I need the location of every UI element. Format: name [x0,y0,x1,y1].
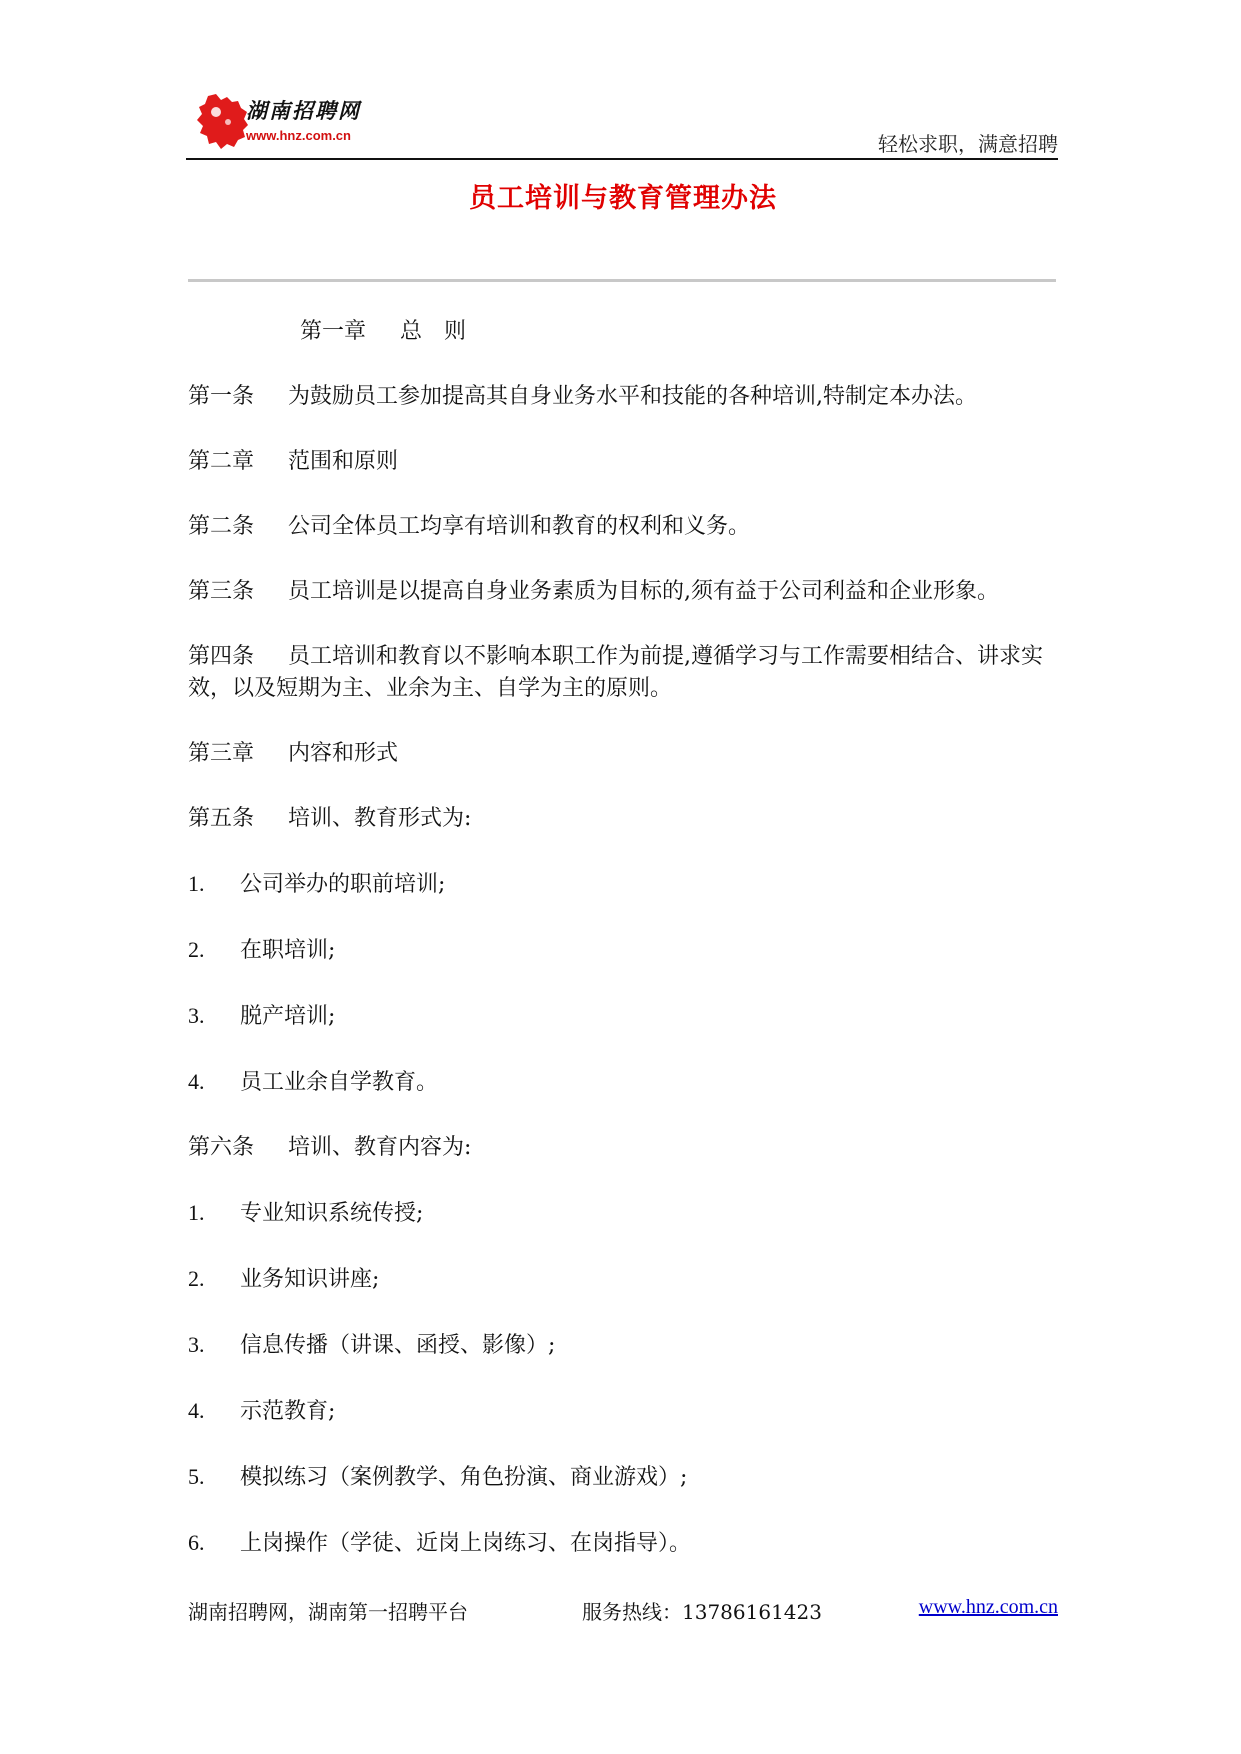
list-number: 5. [188,1464,205,1489]
article [188,381,1068,413]
list-item [188,1263,1068,1296]
list-item [188,1000,1068,1033]
list-text: 业务知识讲座; [240,1267,380,1292]
list-text: 专业知识系统传授; [240,1201,424,1226]
article-label: 第五条 [188,806,255,831]
list-item [188,868,1068,901]
list-text: 员工业余自学教育。 [240,1070,439,1095]
page-header [188,82,1058,160]
document-title: 员工培训与教育管理办法 [469,183,777,214]
article-text: 员工培训是以提高自身业务素质为目标的,须有益于公司利益和企业形象。 [288,579,999,604]
article-label: 第四条 [188,644,255,669]
list-item [188,1461,1068,1494]
list-item [188,1329,1068,1362]
article [188,576,1058,608]
article-text: 培训、教育内容为: [288,1135,472,1160]
list-text: 在职培训; [240,938,336,963]
chapter-heading [188,446,1068,478]
header-divider [186,158,1058,160]
article-text: 员工培训和教育以不影响本职工作为前提,遵循学习与工作需要相结合、讲求实效，以及短期为主、业余为主、自学为主的原则。 [188,644,1043,701]
logo-url: www.hnz.com.cn [246,128,351,143]
chapter-title: 内容和形式 [288,741,399,766]
chapter-heading [188,738,1068,770]
header-slogan: 轻松求职，满意招聘 [878,132,1058,156]
list-text: 公司举办的职前培训; [240,872,446,897]
article [188,1132,1068,1164]
list-number: 4. [188,1069,205,1094]
list-text: 示范教育; [240,1399,336,1424]
article [188,803,1068,835]
chapter-title: 范围和原则 [288,449,399,474]
footer-hotline: 服务热线：13786161423 [582,1600,822,1624]
article-label: 第三条 [188,579,255,604]
page-footer [188,1596,1058,1630]
site-logo[interactable] [194,92,394,156]
list-text: 脱产培训; [240,1004,336,1029]
hunan-map-icon [194,92,250,150]
list-number: 6. [188,1530,205,1555]
article-label: 第二条 [188,514,255,539]
article [188,511,1068,543]
list-number: 3. [188,1332,205,1357]
footer-tagline: 湖南招聘网，湖南第一招聘平台 [188,1600,468,1624]
list-text: 模拟练习（案例教学、角色扮演、商业游戏）; [240,1465,688,1490]
article-text: 培训、教育形式为: [288,806,472,831]
title-divider [188,279,1056,282]
chapter-label: 第一章 [300,319,367,344]
footer-website-link[interactable]: www.hnz.com.cn [918,1596,1058,1618]
chapter-heading [188,316,1068,348]
article [188,641,1058,705]
list-number: 1. [188,1200,205,1225]
list-number: 2. [188,1266,205,1291]
article-label: 第一条 [188,384,255,409]
list-item [188,1395,1068,1428]
list-number: 2. [188,937,205,962]
list-item [188,934,1068,967]
list-text: 信息传播（讲课、函授、影像）; [240,1333,556,1358]
list-item [188,1066,1068,1099]
chapter-label: 第二章 [188,449,255,474]
list-number: 4. [188,1398,205,1423]
list-number: 1. [188,871,205,896]
chapter-label: 第三章 [188,741,255,766]
list-text: 上岗操作（学徒、近岗上岗练习、在岗指导）。 [240,1531,692,1556]
chapter-title: 总 则 [400,319,467,344]
article-label: 第六条 [188,1135,255,1160]
list-item [188,1527,1068,1560]
list-item [188,1197,1068,1230]
document-body [188,316,1068,1593]
article-text: 为鼓励员工参加提高其自身业务水平和技能的各种培训,特制定本办法。 [288,384,977,409]
article-text: 公司全体员工均享有培训和教育的权利和义务。 [288,514,751,539]
logo-name: 湖南招聘网 [246,99,361,123]
list-number: 3. [188,1003,205,1028]
